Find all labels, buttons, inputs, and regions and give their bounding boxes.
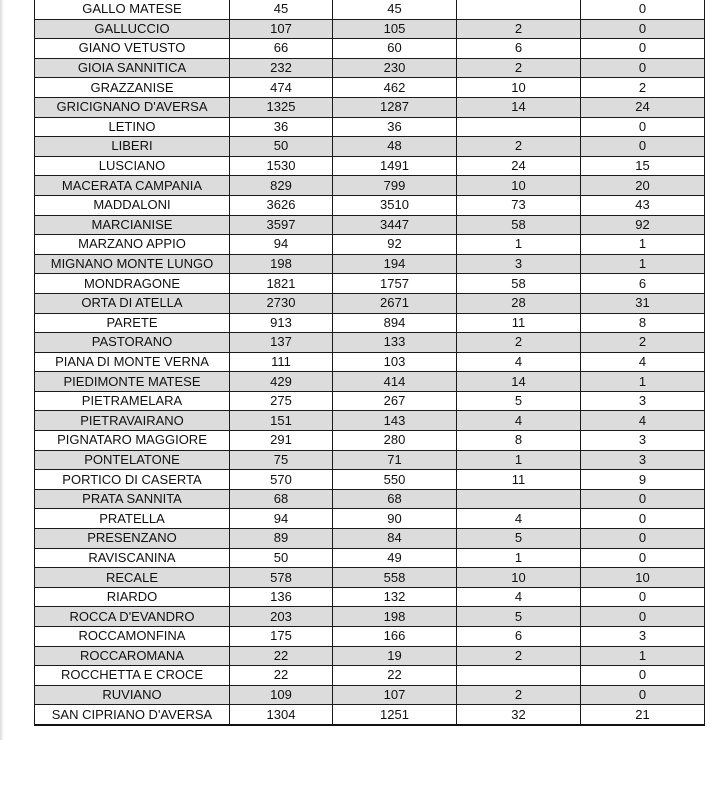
value-col-3-cell: 6 [457,39,581,59]
value-col-2-cell: 550 [333,470,457,490]
municipality-cell: RUVIANO [35,685,230,705]
value-col-1-cell: 913 [230,313,333,333]
value-col-4-cell: 24 [581,97,705,117]
municipality-cell: PONTELATONE [35,450,230,470]
value-col-1-cell: 36 [230,117,333,137]
value-col-1-cell: 22 [230,666,333,686]
value-col-2-cell: 194 [333,254,457,274]
value-col-4-cell: 31 [581,293,705,313]
value-col-3-cell: 14 [457,372,581,392]
table-row [35,78,705,98]
municipality-cell: MADDALONI [35,195,230,215]
value-col-2-cell: 103 [333,352,457,372]
value-col-1-cell: 2730 [230,293,333,313]
value-col-4-cell: 0 [581,607,705,627]
value-col-2-cell: 1757 [333,274,457,294]
value-col-4-cell: 0 [581,548,705,568]
value-col-4-cell: 0 [581,489,705,509]
municipality-cell: PASTORANO [35,333,230,353]
municipality-cell: PIEDIMONTE MATESE [35,372,230,392]
value-col-4-cell: 6 [581,274,705,294]
value-col-2-cell: 22 [333,666,457,686]
value-col-4-cell: 3 [581,431,705,451]
municipality-cell: ROCCHETTA E CROCE [35,666,230,686]
table-row [35,705,705,725]
municipality-cell: RECALE [35,568,230,588]
municipality-cell: RIARDO [35,587,230,607]
value-col-2-cell: 36 [333,117,457,137]
value-col-4-cell: 1 [581,254,705,274]
municipality-cell: MONDRAGONE [35,274,230,294]
value-col-1-cell: 474 [230,78,333,98]
municipality-cell: SAN CIPRIANO D'AVERSA [35,705,230,725]
municipality-cell: LUSCIANO [35,156,230,176]
value-col-1-cell: 50 [230,137,333,157]
value-col-4-cell: 1 [581,646,705,666]
value-col-4-cell: 20 [581,176,705,196]
municipality-cell: LIBERI [35,137,230,157]
value-col-4-cell: 0 [581,39,705,59]
value-col-4-cell: 0 [581,137,705,157]
table-row [35,176,705,196]
municipality-cell: PRESENZANO [35,529,230,549]
municipality-cell: MARCIANISE [35,215,230,235]
value-col-1-cell: 1821 [230,274,333,294]
value-col-2-cell: 143 [333,411,457,431]
value-col-4-cell: 0 [581,509,705,529]
table-row [35,235,705,255]
value-col-3-cell: 10 [457,176,581,196]
value-col-1-cell: 68 [230,489,333,509]
table-row [35,97,705,117]
value-col-1-cell: 109 [230,685,333,705]
municipality-cell: PIETRAVAIRANO [35,411,230,431]
municipality-cell: MARZANO APPIO [35,235,230,255]
value-col-3-cell: 14 [457,97,581,117]
value-col-2-cell: 230 [333,58,457,78]
value-col-4-cell: 43 [581,195,705,215]
municipality-cell: GRAZZANISE [35,78,230,98]
table-row [35,587,705,607]
municipality-cell: ROCCAROMANA [35,646,230,666]
value-col-3-cell: 2 [457,333,581,353]
municipality-cell: PIETRAMELARA [35,391,230,411]
municipality-data-table [34,0,705,726]
value-col-2-cell: 799 [333,176,457,196]
value-col-3-cell: 4 [457,587,581,607]
value-col-3-cell: 5 [457,529,581,549]
table-row [35,548,705,568]
table-row [35,137,705,157]
value-col-1-cell: 107 [230,19,333,39]
value-col-4-cell: 4 [581,411,705,431]
municipality-cell: ROCCAMONFINA [35,627,230,647]
value-col-2-cell: 462 [333,78,457,98]
value-col-2-cell: 198 [333,607,457,627]
table-row [35,509,705,529]
municipality-cell: GIOIA SANNITICA [35,58,230,78]
value-col-1-cell: 94 [230,509,333,529]
value-col-4-cell: 0 [581,19,705,39]
value-col-4-cell: 2 [581,333,705,353]
value-col-1-cell: 94 [230,235,333,255]
value-col-4-cell: 10 [581,568,705,588]
table-row [35,450,705,470]
value-col-1-cell: 175 [230,627,333,647]
value-col-2-cell: 19 [333,646,457,666]
table-row [35,215,705,235]
value-col-2-cell: 49 [333,548,457,568]
value-col-2-cell: 132 [333,587,457,607]
table-row [35,293,705,313]
table-row [35,391,705,411]
value-col-4-cell: 0 [581,587,705,607]
value-col-3-cell: 5 [457,607,581,627]
table-row [35,39,705,59]
value-col-1-cell: 3597 [230,215,333,235]
value-col-1-cell: 22 [230,646,333,666]
value-col-3-cell: 5 [457,391,581,411]
value-col-4-cell: 0 [581,0,705,19]
table-row [35,313,705,333]
table-row [35,607,705,627]
value-col-3-cell: 1 [457,450,581,470]
municipality-cell: PIGNATARO MAGGIORE [35,431,230,451]
value-col-3-cell: 10 [457,78,581,98]
value-col-1-cell: 75 [230,450,333,470]
value-col-3-cell: 6 [457,627,581,647]
municipality-cell: LETINO [35,117,230,137]
value-col-3-cell: 73 [457,195,581,215]
value-col-1-cell: 203 [230,607,333,627]
value-col-2-cell: 107 [333,685,457,705]
municipality-cell: GALLUCCIO [35,19,230,39]
value-col-3-cell: 4 [457,411,581,431]
value-col-2-cell: 1287 [333,97,457,117]
value-col-3-cell: 11 [457,470,581,490]
value-col-2-cell: 92 [333,235,457,255]
value-col-3-cell: 2 [457,646,581,666]
value-col-1-cell: 111 [230,352,333,372]
table-row [35,411,705,431]
value-col-3-cell: 32 [457,705,581,725]
value-col-2-cell: 90 [333,509,457,529]
value-col-1-cell: 429 [230,372,333,392]
value-col-4-cell: 0 [581,529,705,549]
value-col-2-cell: 894 [333,313,457,333]
value-col-3-cell: 10 [457,568,581,588]
table-row [35,568,705,588]
value-col-3-cell: 8 [457,431,581,451]
value-col-4-cell: 0 [581,666,705,686]
value-col-1-cell: 275 [230,391,333,411]
value-col-1-cell: 570 [230,470,333,490]
municipality-cell: GALLO MATESE [35,0,230,19]
table-row [35,627,705,647]
value-col-1-cell: 198 [230,254,333,274]
municipality-cell: ORTA DI ATELLA [35,293,230,313]
value-col-4-cell: 3 [581,391,705,411]
page-edge-shadow [0,0,4,740]
table-body [35,0,705,725]
value-col-2-cell: 45 [333,0,457,19]
value-col-2-cell: 133 [333,333,457,353]
value-col-4-cell: 0 [581,685,705,705]
value-col-4-cell: 4 [581,352,705,372]
municipality-cell: PARETE [35,313,230,333]
value-col-2-cell: 2671 [333,293,457,313]
value-col-4-cell: 3 [581,627,705,647]
value-col-3-cell [457,117,581,137]
municipality-cell: PORTICO DI CASERTA [35,470,230,490]
table-row [35,372,705,392]
value-col-3-cell: 58 [457,274,581,294]
table-row [35,0,705,19]
value-col-3-cell: 2 [457,19,581,39]
table-row [35,489,705,509]
value-col-1-cell: 136 [230,587,333,607]
municipality-cell: MACERATA CAMPANIA [35,176,230,196]
value-col-4-cell: 1 [581,372,705,392]
table-row [35,646,705,666]
value-col-4-cell: 0 [581,58,705,78]
value-col-3-cell [457,489,581,509]
table-row [35,274,705,294]
value-col-4-cell: 8 [581,313,705,333]
table-row [35,195,705,215]
table-row [35,254,705,274]
value-col-3-cell: 2 [457,685,581,705]
value-col-1-cell: 45 [230,0,333,19]
table-row [35,58,705,78]
value-col-3-cell [457,0,581,19]
value-col-2-cell: 280 [333,431,457,451]
value-col-2-cell: 1491 [333,156,457,176]
value-col-2-cell: 84 [333,529,457,549]
value-col-2-cell: 3447 [333,215,457,235]
table-row [35,470,705,490]
value-col-3-cell: 2 [457,58,581,78]
municipality-cell: PRATA SANNITA [35,489,230,509]
value-col-2-cell: 105 [333,19,457,39]
value-col-1-cell: 50 [230,548,333,568]
table-row [35,19,705,39]
value-col-4-cell: 3 [581,450,705,470]
table-row [35,117,705,137]
value-col-2-cell: 3510 [333,195,457,215]
value-col-1-cell: 89 [230,529,333,549]
value-col-4-cell: 15 [581,156,705,176]
value-col-3-cell [457,666,581,686]
value-col-1-cell: 137 [230,333,333,353]
value-col-4-cell: 0 [581,117,705,137]
municipality-cell: GRICIGNANO D'AVERSA [35,97,230,117]
table-row [35,352,705,372]
value-col-1-cell: 3626 [230,195,333,215]
value-col-1-cell: 1325 [230,97,333,117]
table-row [35,156,705,176]
value-col-4-cell: 1 [581,235,705,255]
municipality-cell: GIANO VETUSTO [35,39,230,59]
value-col-3-cell: 28 [457,293,581,313]
value-col-4-cell: 92 [581,215,705,235]
value-col-2-cell: 1251 [333,705,457,725]
value-col-3-cell: 2 [457,137,581,157]
value-col-4-cell: 21 [581,705,705,725]
value-col-2-cell: 48 [333,137,457,157]
value-col-1-cell: 66 [230,39,333,59]
value-col-3-cell: 1 [457,235,581,255]
value-col-1-cell: 1304 [230,705,333,725]
value-col-3-cell: 24 [457,156,581,176]
value-col-2-cell: 60 [333,39,457,59]
value-col-4-cell: 2 [581,78,705,98]
value-col-2-cell: 267 [333,391,457,411]
municipality-cell: PRATELLA [35,509,230,529]
value-col-3-cell: 1 [457,548,581,568]
table-row [35,529,705,549]
value-col-1-cell: 578 [230,568,333,588]
table-row [35,685,705,705]
value-col-2-cell: 414 [333,372,457,392]
municipality-cell: PIANA DI MONTE VERNA [35,352,230,372]
value-col-2-cell: 71 [333,450,457,470]
value-col-3-cell: 11 [457,313,581,333]
value-col-1-cell: 291 [230,431,333,451]
value-col-3-cell: 4 [457,352,581,372]
value-col-1-cell: 1530 [230,156,333,176]
value-col-2-cell: 558 [333,568,457,588]
municipality-cell: ROCCA D'EVANDRO [35,607,230,627]
municipality-cell: RAVISCANINA [35,548,230,568]
value-col-2-cell: 68 [333,489,457,509]
table-row [35,333,705,353]
value-col-1-cell: 151 [230,411,333,431]
value-col-3-cell: 58 [457,215,581,235]
value-col-4-cell: 9 [581,470,705,490]
value-col-1-cell: 232 [230,58,333,78]
value-col-2-cell: 166 [333,627,457,647]
value-col-3-cell: 4 [457,509,581,529]
value-col-3-cell: 3 [457,254,581,274]
value-col-1-cell: 829 [230,176,333,196]
municipality-cell: MIGNANO MONTE LUNGO [35,254,230,274]
table-row [35,431,705,451]
table-row [35,666,705,686]
